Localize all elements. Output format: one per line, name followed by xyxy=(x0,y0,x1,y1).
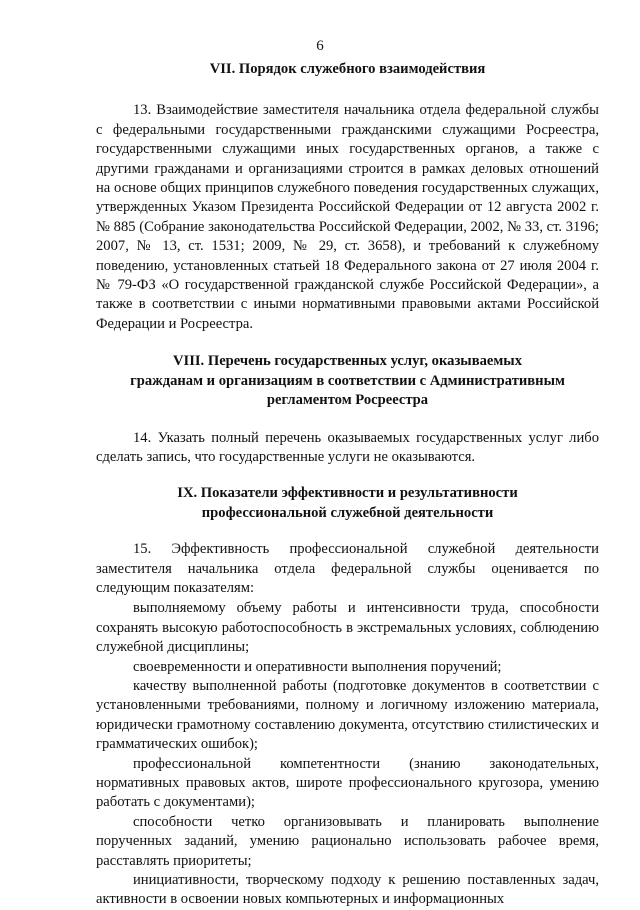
criteria-item: профессиональной компетентности (знанию законодательных, нормативных правовых актов, широте профессионального кругозора, умению работать с документами); xyxy=(96,755,599,811)
paragraph-13: 13. Взаимодействие заместителя начальника отдела федеральной службы с федеральными государственными гражданскими служащими Росреестра, государственными служащими иных государственных органов, а также с другими гражданами и организациями строится в рамках деловых отношений на основе общих принципов служебного поведения государственных служащих, утвержденных Указом Президента Российской Федерации от 12 августа 2002 г. № 885 (Собрание законодательства Российской Федерации, 2002, № 33, ст. 3196; 2007, № 13, ст. 1531; 2009, № 29, ст. 3658), и требований к служебному поведению, установленных статьей 18 Федерального закона от 27 июля 2004 г. № 79-ФЗ «О государственной гражданской службе Российской Федерации», а также в соответствии с иными нормативными правовыми актами Российской Федерации и Росреестра. xyxy=(96,102,599,332)
section-8-title xyxy=(96,352,599,410)
section-8-title-line-1: VIII. Перечень государственных услуг, оказываемых xyxy=(172,353,522,370)
section-9-title xyxy=(96,484,599,523)
criteria-item: своевременности и оперативности выполнения поручений; xyxy=(133,658,502,675)
section-7-title: VII. Порядок служебного взаимодействия xyxy=(209,61,486,77)
paragraph-14: 14. Указать полный перечень оказываемых государственных услуг либо сделать запись, что государственные услуги не оказываются. xyxy=(96,429,599,465)
criteria-item: способности четко организовывать и планировать выполнение порученных заданий, умению рационально использовать рабочее время, расставлять приоритеты; xyxy=(96,813,599,869)
criteria-item: инициативности, творческому подходу к решению поставленных задач, активности в освоении новых компьютерных и информационных xyxy=(96,872,599,908)
criteria-item: выполняемому объему работы и интенсивности труда, способности сохранять высокую работоспособность в экстремальных условиях, соблюдению служебной дисциплины; xyxy=(96,600,599,656)
page-number: 6 xyxy=(316,38,324,54)
paragraph-15-intro: 15. Эффективность профессиональной служебной деятельности заместителя начальника отдела федеральной службы оценивается по следующим показателям: xyxy=(96,541,599,596)
section-9-title-line-2: профессиональной служебной деятельности xyxy=(201,504,494,521)
section-8-title-line-3: регламентом Росреестра xyxy=(266,392,429,409)
criteria-item: качеству выполненной работы (подготовке документов в соответствии с установленными требованиями, полному и логичному изложению материала, юридически грамотному составлению документа, отсутствию стилистических и грамматических ошибок); xyxy=(96,677,599,753)
page-content xyxy=(96,60,599,910)
section-8-title-line-2: гражданам и организациям в соответствии с Административным xyxy=(130,372,565,389)
section-9-title-line-1: IX. Показатели эффективности и результативности xyxy=(177,485,518,502)
